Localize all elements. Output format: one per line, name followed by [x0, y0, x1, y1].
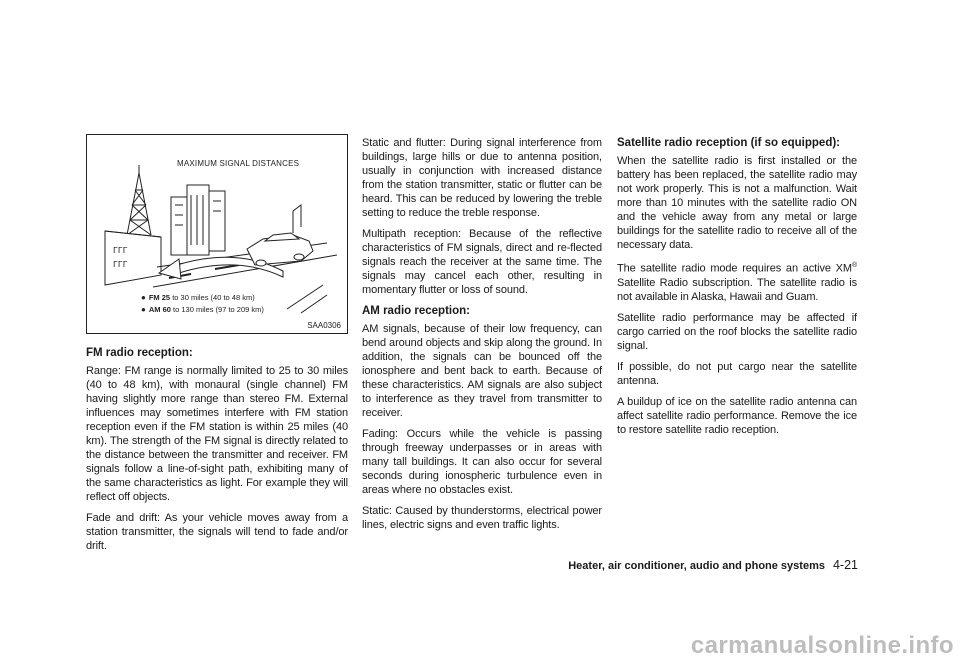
- signal-distance-figure: [86, 134, 348, 334]
- satellite-subscription-paragraph: The satellite radio mode requires an active XM® Satellite Radio subscription. The satellite radio is not available in Alaska, Hawaii and Guam.: [617, 262, 857, 303]
- fade-drift-paragraph: Fade and drift: As your vehicle moves away from a station transmitter, the signals will tend to fade and/or drift.: [86, 512, 348, 552]
- transmitter-building-icon: [105, 231, 161, 285]
- fading-paragraph: Fading: Occurs while the vehicle is passing through freeway underpasses or in areas with many tall buildings. It can also occur for several seconds during ionospheric turbulence even in areas where no obstacles exist.: [362, 428, 602, 496]
- satellite-antenna-paragraph: If possible, do not put cargo near the satellite antenna.: [617, 360, 857, 387]
- figure-title: MAXIMUM SIGNAL DISTANCES: [177, 159, 300, 168]
- fm-reception-heading: FM radio reception:: [86, 347, 193, 359]
- svg-text:ГГГ: ГГГ: [113, 246, 128, 255]
- static-flutter-paragraph: Static and flutter: During signal interference from buildings, large hills or due to antenna position, usually in conjunction with increased distance from the station transmitter, static or flutter can be heard. This can be reduced by lowering the treble setting to reduce the treble response.: [362, 137, 602, 219]
- satellite-ice-paragraph: A buildup of ice on the satellite radio antenna can affect satellite radio performance. Remove the ice to restore satellite radio reception.: [617, 395, 857, 436]
- radio-tower-icon: [127, 165, 151, 235]
- figure-code: SAA0306: [307, 321, 341, 330]
- city-buildings-icon: [171, 185, 225, 255]
- watermark: carmanualsonline.info: [690, 632, 954, 659]
- satellite-reception-heading: Satellite radio reception (if so equipped):: [617, 137, 840, 149]
- satellite-install-paragraph: When the satellite radio is first installed or the battery has been replaced, the satellite radio may not work properly. This is not a malfunction. Wait more than 10 minutes with the satellite radio ON and the vehicle away from any metal or large buildings for the satellite radio to receive all of the necessary data.: [617, 155, 857, 251]
- svg-text:ГГГ: ГГГ: [113, 260, 128, 269]
- page-footer: [568, 558, 858, 572]
- multipath-paragraph: Multipath reception: Because of the reflective characteristics of FM signals, direct and re-flected signals reach the receiver at the same time. The signals may cancel each other, resulting in momentary flutter or loss of sound.: [362, 228, 602, 296]
- figure-caption-am: ● AM 60 to 130 miles (97 to 209 km): [141, 305, 264, 314]
- column-2: [362, 136, 602, 539]
- footer-section-title: Heater, air conditioner, audio and phone systems: [568, 560, 825, 572]
- fm-range-paragraph: Range: FM range is normally limited to 25 to 30 miles (40 to 48 km), with monaural (single channel) FM having slightly more range than stereo FM. External influences may sometimes interfere with FM station reception even if the FM station is within 25 miles (40 km). The strength of the FM signal is directly related to the distance between the transmitter and receiver. FM signals follow a line-of-sight path, exhibiting many of the same characteristics as light. For example they will reflect off objects.: [86, 365, 348, 503]
- page-number: 4-21: [832, 558, 858, 572]
- figure-caption-fm: ● FM 25 to 30 miles (40 to 48 km): [141, 293, 255, 302]
- column-3: [617, 136, 857, 444]
- am-signals-paragraph: AM signals, because of their low frequency, can bend around objects and skip along the ground. In addition, the signals can be bounced off the ionosphere and bent back to earth. Because of these characteristics. AM signals are also subject to interference as they travel from transmitter to receiver.: [362, 323, 602, 419]
- static-paragraph: Static: Caused by thunderstorms, electrical power lines, electric signs and even traffic lights.: [362, 505, 602, 531]
- column-1: [86, 134, 348, 560]
- am-reception-heading: AM radio reception:: [362, 305, 470, 317]
- satellite-cargo-paragraph: Satellite radio performance may be affected if cargo carried on the roof blocks the satellite radio signal.: [617, 311, 857, 352]
- tall-building-icon: [293, 205, 301, 233]
